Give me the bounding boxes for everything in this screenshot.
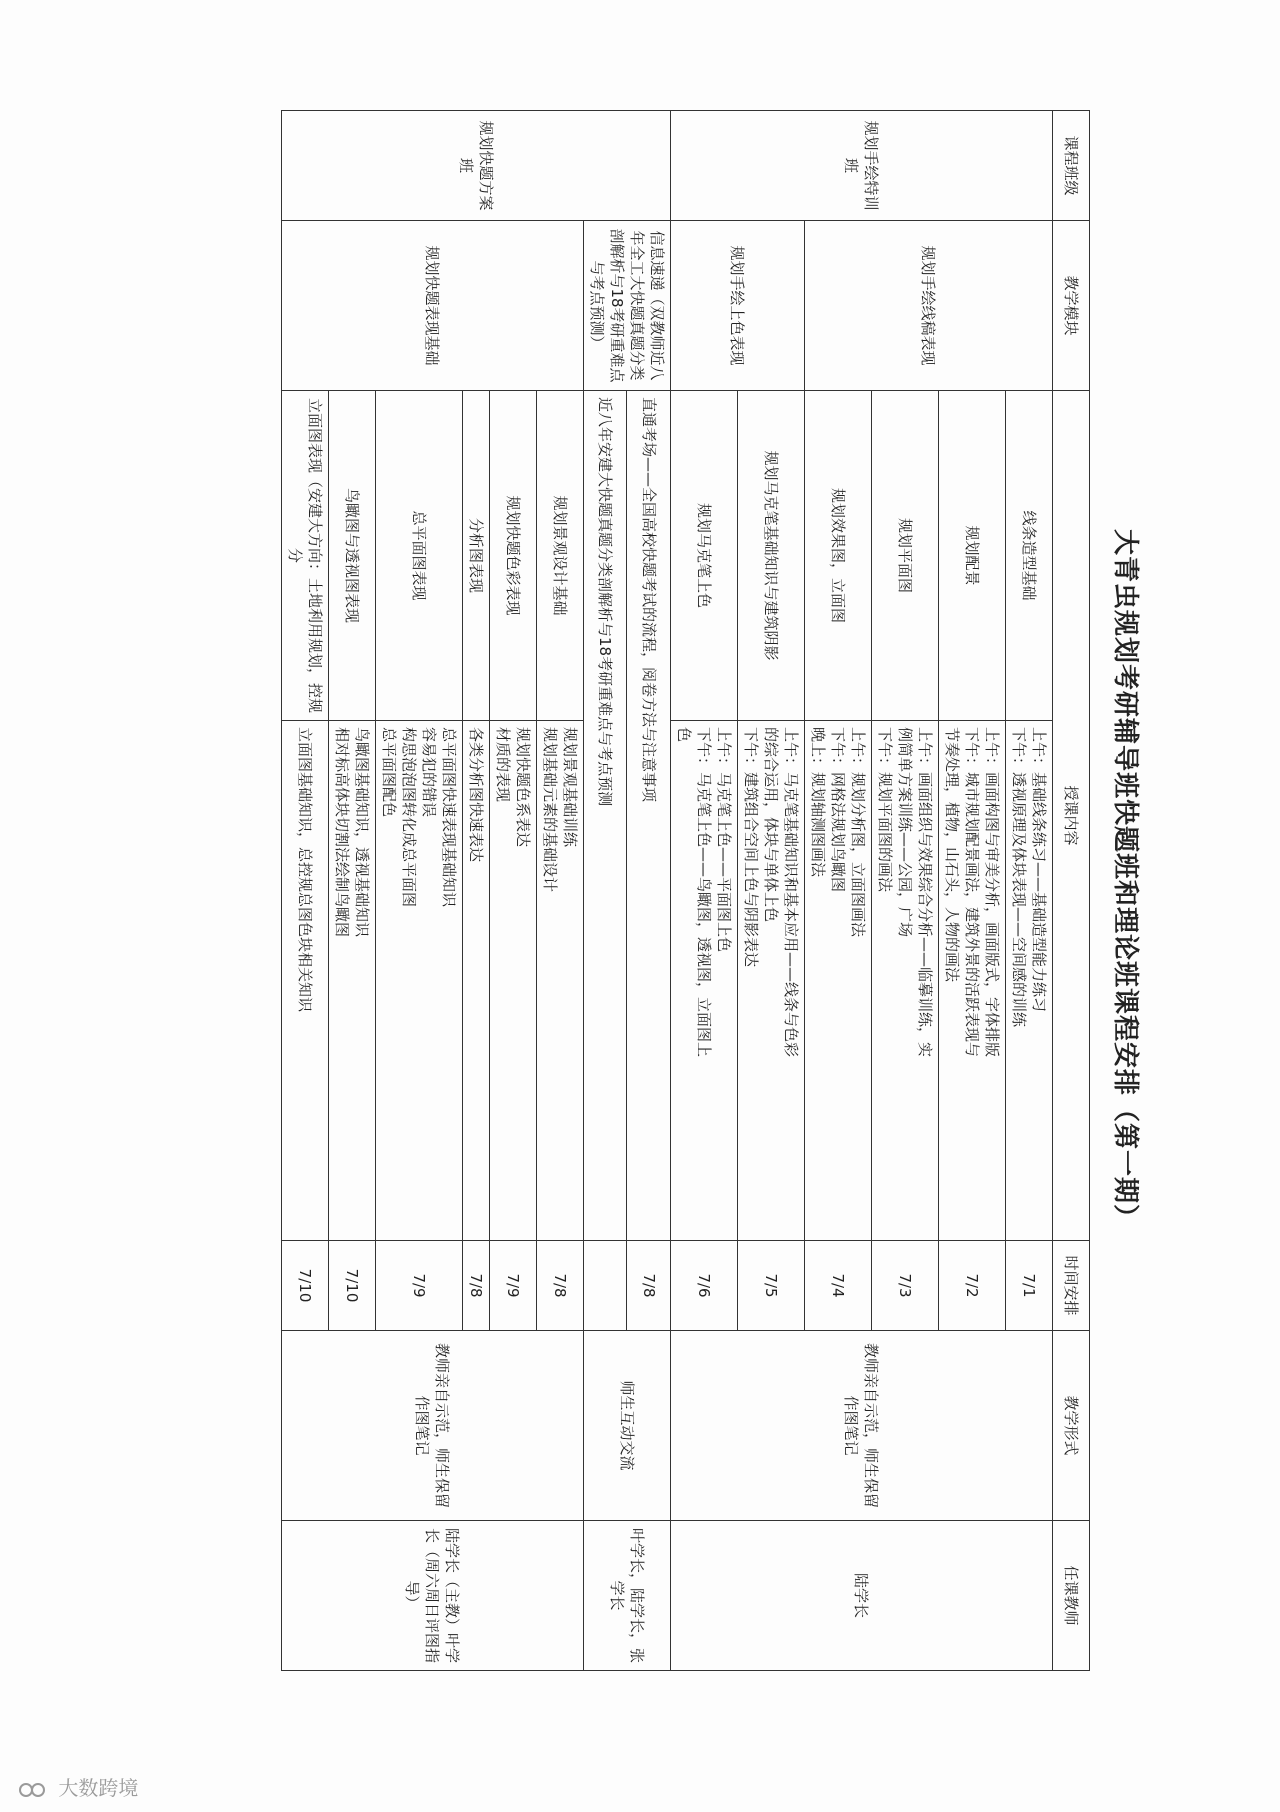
form-cell: 教师亲自示范，师生保留作图笔记 xyxy=(282,1331,584,1521)
topic-cell: 分析图表现 xyxy=(463,391,490,721)
detail-cell xyxy=(738,721,805,1241)
detail-line: 晚上：规划轴测图画法 xyxy=(809,727,827,878)
detail-cell xyxy=(376,721,463,1241)
topic-cell: 直通考场——全国高校快题考试的流程，阅卷方法与注意事项 xyxy=(627,391,671,1241)
class-cell: 规划快题方案班 xyxy=(282,111,671,221)
detail-cell xyxy=(1006,721,1053,1241)
detail-line: 的综合运用，体块与单体上色 xyxy=(762,727,780,923)
topic-cell: 规划马克笔上色 xyxy=(671,391,738,721)
watermark xyxy=(18,1772,138,1801)
detail-line: 构思泡泡图转化成总平面图 xyxy=(400,727,418,908)
topic-cell: 线条造型基础 xyxy=(1006,391,1053,721)
detail-line: 例简单方案训练——公园，广场 xyxy=(896,727,914,938)
detail-line: 鸟瞰图基础知识，透视基础知识 xyxy=(353,727,371,938)
form-cell: 教师亲自示范，师生保留作图笔记 xyxy=(671,1331,1053,1521)
teacher-cell: 陆学长（主教）叶学长（周六周日评图指导） xyxy=(282,1521,584,1671)
date-cell: 7/8 xyxy=(463,1241,490,1331)
detail-cell xyxy=(671,721,738,1241)
table-row xyxy=(1006,111,1053,1671)
detail-line: 相对标高体块切割法绘制鸟瞰图 xyxy=(333,727,351,938)
detail-cell xyxy=(329,721,376,1241)
course-schedule-table xyxy=(281,110,1090,1671)
teacher-cell: 叶学长，陆学长，张学长 xyxy=(584,1521,671,1671)
topic-cell: 规划效果图，立面图 xyxy=(805,391,872,721)
detail-line: 下午：规划平面图的画法 xyxy=(876,727,894,893)
date-cell xyxy=(584,1241,628,1331)
table-body xyxy=(282,111,1053,1671)
detail-line: 规划景观基础训练 xyxy=(561,727,579,848)
module-cell: 规划快题表现基础 xyxy=(282,221,584,391)
topic-cell: 总平面图表现 xyxy=(376,391,463,721)
detail-line: 上午：马克笔基础知识和基本应用——线条与色彩 xyxy=(782,727,800,1058)
date-cell: 7/10 xyxy=(282,1241,329,1331)
detail-line: 立面图基础知识，总控规总图色块相关知识 xyxy=(296,727,314,1013)
detail-line: 下午：马克笔上色——鸟瞰图，透视图，立面图上 xyxy=(695,727,713,1058)
detail-cell xyxy=(282,721,329,1241)
topic-cell: 立面图表现（安建大方向：土地利用规划，控规分 xyxy=(282,391,329,721)
header-teacher: 任课教师 xyxy=(1053,1521,1090,1671)
detail-cell xyxy=(872,721,939,1241)
detail-line: 材质的表现 xyxy=(494,727,512,803)
date-cell: 7/8 xyxy=(627,1241,671,1331)
date-cell: 7/10 xyxy=(329,1241,376,1331)
topic-cell: 鸟瞰图与透视图表现 xyxy=(329,391,376,721)
detail-cell xyxy=(463,721,490,1241)
rotated-sheet xyxy=(110,60,1150,1700)
class-cell: 规划手绘特训班 xyxy=(671,111,1053,221)
header-module: 教学模块 xyxy=(1053,221,1090,391)
watermark-text: 大数跨境 xyxy=(58,1776,139,1800)
detail-line: 容易犯的错误 xyxy=(420,727,438,818)
module-cell: 规划手绘上色表现 xyxy=(671,221,805,391)
detail-cell xyxy=(805,721,872,1241)
form-cell: 师生互动交流 xyxy=(584,1331,671,1521)
document-title: 大青虫规划考研辅导班快题班和理论班课程安排（第一期） xyxy=(1110,528,1140,1231)
teacher-cell: 陆学长 xyxy=(671,1521,1053,1671)
header-content: 授课内容 xyxy=(1053,391,1090,1241)
date-cell: 7/9 xyxy=(376,1241,463,1331)
detail-line: 色 xyxy=(675,727,693,743)
date-cell: 7/9 xyxy=(490,1241,537,1331)
topic-cell: 规划配景 xyxy=(939,391,1006,721)
detail-line: 规划快题色系表达 xyxy=(514,727,532,848)
table-row xyxy=(627,111,671,1671)
detail-cell xyxy=(490,721,537,1241)
date-cell: 7/5 xyxy=(738,1241,805,1331)
header-form: 教学形式 xyxy=(1053,1331,1090,1521)
detail-line: 节奏处理，植物，山石头，人物的画法 xyxy=(943,727,961,983)
detail-line: 下午：网格法规划鸟瞰图 xyxy=(829,727,847,893)
detail-line: 总平面图快速表现基础知识 xyxy=(440,727,458,908)
date-cell: 7/3 xyxy=(872,1241,939,1331)
topic-cell: 规划平面图 xyxy=(872,391,939,721)
detail-line: 上午：马克笔上色——平面图上色 xyxy=(715,727,733,953)
detail-line: 下午：建筑组合空间上色与阴影表达 xyxy=(742,727,760,968)
topic-cell: 规划马克笔基础知识与建筑阴影 xyxy=(738,391,805,721)
header-time: 时间安排 xyxy=(1053,1241,1090,1331)
topic-cell: 规划景观设计基础 xyxy=(537,391,584,721)
detail-line: 规划基础元素的基础设计 xyxy=(541,727,559,893)
detail-line: 上午：画面组织与效果综合分析——临摹训练，实 xyxy=(916,727,934,1058)
detail-line: 下午：城市规划配景画法，建筑外景的活跃表现与 xyxy=(963,727,981,1058)
header-class: 课程班级 xyxy=(1053,111,1090,221)
module-cell: 规划手绘线稿表现 xyxy=(805,221,1053,391)
date-cell: 7/8 xyxy=(537,1241,584,1331)
watermark-logo-icon xyxy=(18,1779,46,1801)
detail-line: 上午：画面构图与审美分析，画面版式，字体排版 xyxy=(983,727,1001,1058)
module-cell: 信息速递（双教师近八年全工大快题真题分类剖解析与18考研重难点与考点预测） xyxy=(584,221,671,391)
detail-line: 下午：透视原理及体块表现——空间感的训练 xyxy=(1010,727,1028,1028)
table-row xyxy=(537,111,584,1671)
detail-line: 各类分析图快速表达 xyxy=(467,727,485,863)
detail-line: 上午：基础线条练习——基础造型能力练习 xyxy=(1030,727,1048,1013)
detail-line: 上午：规划分析图，立面图画法 xyxy=(849,727,867,938)
topic-cell: 规划快题色彩表现 xyxy=(490,391,537,721)
detail-cell xyxy=(939,721,1006,1241)
topic-cell: 近八年安建大快题真题分类剖解析与18考研重难点与考点预测 xyxy=(584,391,628,1241)
detail-cell xyxy=(537,721,584,1241)
date-cell: 7/6 xyxy=(671,1241,738,1331)
header-row xyxy=(1053,111,1090,1671)
detail-line: 总平面图配色 xyxy=(380,727,398,818)
date-cell: 7/2 xyxy=(939,1241,1006,1331)
date-cell: 7/4 xyxy=(805,1241,872,1331)
date-cell: 7/1 xyxy=(1006,1241,1053,1331)
